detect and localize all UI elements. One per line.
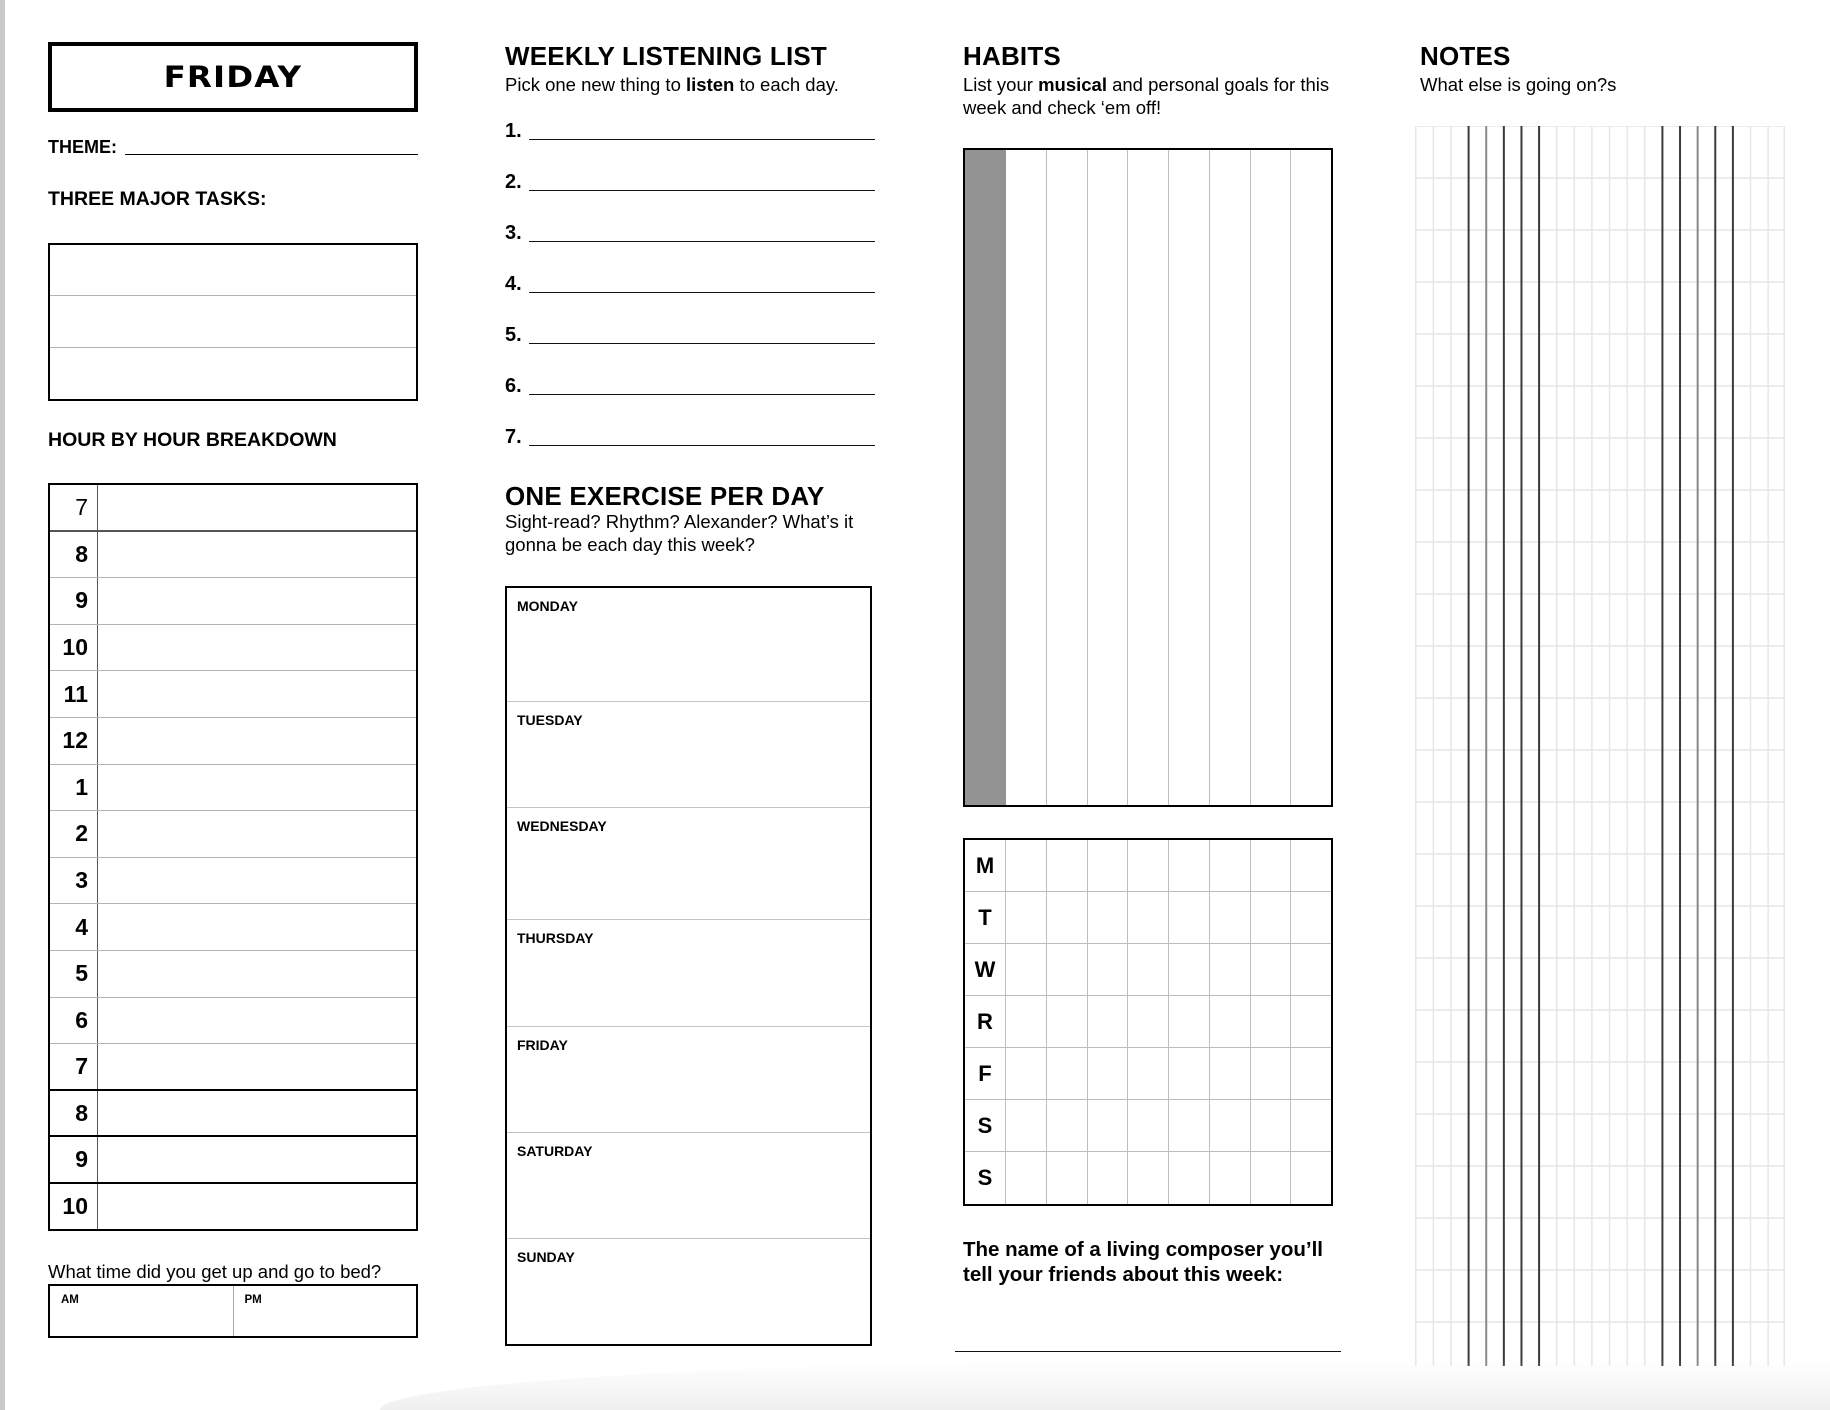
exercise-title: ONE EXERCISE PER DAY [505,481,825,511]
tracker-checkbox[interactable] [1291,996,1331,1047]
listening-item-field[interactable] [529,139,875,140]
exercise-day-row[interactable] [507,588,870,702]
tracker-checkbox[interactable] [1128,1100,1169,1151]
hour-row [50,765,416,812]
tracker-checkbox[interactable] [1006,1100,1047,1151]
tracker-checkbox[interactable] [1088,996,1129,1047]
tracker-checkbox[interactable] [1210,1048,1251,1099]
listening-item-field[interactable] [529,190,875,191]
hour-label: 7 [50,1044,98,1089]
listening-subtitle-bold: listen [686,74,735,95]
listening-subtitle [505,73,839,96]
tracker-checkbox[interactable] [1128,944,1169,995]
hours-label: HOUR BY HOUR BREAKDOWN [48,429,337,451]
habit-name-field[interactable] [1047,150,1088,805]
habit-name-field[interactable] [1006,150,1047,805]
hour-label: 10 [50,1184,98,1229]
exercise-day-row[interactable] [507,808,870,920]
tracker-checkbox[interactable] [1006,1152,1047,1204]
tracker-checkbox[interactable] [1251,996,1292,1047]
tracker-checkbox[interactable] [1006,1048,1047,1099]
theme-field[interactable] [125,154,418,155]
hour-entry-field[interactable] [98,998,416,1044]
hour-entry-field[interactable] [98,485,416,530]
hour-entry-field[interactable] [98,1184,416,1229]
exercise-day-label: WEDNESDAY [517,818,607,834]
exercise-day-row[interactable] [507,1027,870,1133]
tracker-checkbox[interactable] [1210,840,1251,891]
tasks-label: THREE MAJOR TASKS: [48,188,267,210]
hour-label: 7 [50,485,98,530]
tracker-checkbox[interactable] [1047,892,1088,943]
hour-label: 5 [50,951,98,997]
exercise-box [505,586,872,1346]
tracker-checkbox[interactable] [1210,996,1251,1047]
hour-row [50,858,416,905]
listening-item [505,113,875,143]
tracker-checkbox[interactable] [1291,1152,1331,1204]
hour-label: 6 [50,998,98,1044]
tracker-checkbox[interactable] [1291,892,1331,943]
tracker-checkbox[interactable] [1128,840,1169,891]
habit-name-field[interactable] [1291,150,1331,805]
hour-entry-field[interactable] [98,811,416,857]
tracker-day-label: F [965,1048,1006,1099]
habit-name-field[interactable] [1251,150,1292,805]
tracker-checkbox[interactable] [1088,892,1129,943]
listening-item [505,368,875,398]
hour-entry-field[interactable] [98,578,416,624]
hour-label: 2 [50,811,98,857]
exercise-subtitle: Sight-read? Rhythm? Alexander? What’s it gonna be each day this week? [505,511,854,555]
tracker-checkbox[interactable] [1251,1152,1292,1204]
exercise-day-row[interactable] [507,920,870,1027]
tracker-checkbox[interactable] [1291,1048,1331,1099]
notes-staff-grid[interactable] [1415,126,1785,1366]
hour-entry-field[interactable] [98,718,416,764]
hour-entry-field[interactable] [98,671,416,717]
listening-item-number: 2. [505,171,522,193]
listening-subtitle-post: to each day. [734,74,839,95]
hour-row [50,904,416,951]
hour-entry-field[interactable] [98,765,416,811]
tracker-checkbox[interactable] [1006,996,1047,1047]
exercise-day-label: MONDAY [517,598,578,614]
am-field[interactable] [50,1286,234,1336]
tracker-checkbox[interactable] [1128,1152,1169,1204]
notes-subtitle: What else is going on?s [1420,74,1617,95]
habits-title: HABITS [963,41,1061,71]
tracker-checkbox[interactable] [1047,944,1088,995]
listening-item-field[interactable] [529,292,875,293]
listening-title: WEEKLY LISTENING LIST [505,41,828,71]
pm-field[interactable] [234,1286,417,1336]
exercise-day-label: TUESDAY [517,712,583,728]
tracker-checkbox[interactable] [1088,1100,1129,1151]
hour-row [50,811,416,858]
hour-label: 1 [50,765,98,811]
tracker-checkbox[interactable] [1006,892,1047,943]
tracker-checkbox[interactable] [1210,1152,1251,1204]
tracker-checkbox[interactable] [1088,840,1129,891]
hour-row [50,485,416,532]
hour-entry-field[interactable] [98,858,416,904]
habits-subtitle-bold: musical [1038,74,1107,95]
tracker-row [965,892,1331,944]
habits-subtitle-post: and personal goals for this week and check ‘em off! [963,74,1330,118]
tracker-checkbox[interactable] [1128,1048,1169,1099]
listening-item [505,164,875,194]
hour-row [50,1137,416,1184]
habit-name-field[interactable] [1169,150,1210,805]
theme-label: THEME: [48,137,117,157]
tracker-checkbox[interactable] [1047,1048,1088,1099]
tracker-checkbox[interactable] [1047,1100,1088,1151]
tracker-day-label: T [965,892,1006,943]
hour-label: 11 [50,671,98,717]
tracker-row [965,1152,1331,1204]
task-field[interactable] [50,296,416,347]
tracker-checkbox[interactable] [1291,840,1331,891]
tasks-box [48,243,418,401]
habits-subtitle-pre: List your [963,74,1039,95]
sleep-question: What time did you get up and go to bed? [48,1261,382,1282]
tracker-checkbox[interactable] [1251,1100,1292,1151]
pm-label: PM [244,1294,262,1306]
hour-label: 9 [50,578,98,624]
tracker-checkbox[interactable] [1169,944,1210,995]
tracker-row [965,944,1331,996]
hour-label: 10 [50,625,98,671]
exercise-day-row[interactable] [507,1133,870,1239]
tracker-day-label: S [965,1152,1006,1204]
habit-name-field[interactable] [1128,150,1169,805]
composer-field[interactable] [955,1351,1341,1352]
tracker-checkbox[interactable] [1088,1152,1129,1204]
exercise-day-label: SATURDAY [517,1143,593,1159]
tracker-checkbox[interactable] [1088,944,1129,995]
habit-tracker-grid [963,838,1333,1206]
tracker-checkbox[interactable] [1169,1048,1210,1099]
hour-row [50,1091,416,1138]
hour-row [50,998,416,1045]
task-field[interactable] [50,348,416,399]
hour-row [50,625,416,672]
habits-header-column [965,150,1006,805]
tracker-day-label: W [965,944,1006,995]
hour-row [50,1184,416,1231]
habits-list-box [963,148,1333,807]
day-title: FRIDAY [163,60,303,94]
tracker-checkbox[interactable] [1169,840,1210,891]
am-label: AM [61,1294,79,1306]
listening-item-number: 4. [505,273,522,295]
sleep-box [48,1284,418,1338]
hour-entry-field[interactable] [98,1137,416,1182]
tracker-row [965,996,1331,1048]
tracker-row [965,1048,1331,1100]
tracker-checkbox[interactable] [1169,1152,1210,1204]
hour-entry-field[interactable] [98,904,416,950]
tracker-checkbox[interactable] [1088,1048,1129,1099]
tracker-checkbox[interactable] [1251,892,1292,943]
hour-entry-field[interactable] [98,1044,416,1089]
listening-item-number: 1. [505,120,522,142]
listening-item [505,215,875,245]
day-title-box [48,42,418,112]
habit-name-field[interactable] [1210,150,1251,805]
hour-entry-field[interactable] [98,625,416,671]
tracker-checkbox[interactable] [1251,840,1292,891]
tracker-day-label: S [965,1100,1006,1151]
task-field[interactable] [50,245,416,296]
tracker-checkbox[interactable] [1047,840,1088,891]
habits-subtitle [963,73,1353,119]
exercise-day-row[interactable] [507,1239,870,1344]
listening-subtitle-pre: Pick one new thing to [505,74,686,95]
hour-row [50,718,416,765]
habit-name-field[interactable] [1088,150,1129,805]
exercise-day-row[interactable] [507,702,870,808]
tracker-checkbox[interactable] [1128,996,1169,1047]
tracker-day-label: M [965,840,1006,891]
tracker-checkbox[interactable] [1047,1152,1088,1204]
composer-prompt: The name of a living composer you’ll tell your friends about this week: [963,1238,1323,1286]
hour-row [50,951,416,998]
hour-row [50,1044,416,1091]
tracker-checkbox[interactable] [1251,1048,1292,1099]
exercise-day-label: THURSDAY [517,930,594,946]
hour-label: 4 [50,904,98,950]
exercise-day-label: SUNDAY [517,1249,575,1265]
hour-row [50,532,416,579]
listening-item [505,266,875,296]
exercise-day-label: FRIDAY [517,1037,568,1053]
tracker-checkbox[interactable] [1291,1100,1331,1151]
listening-item [505,419,875,449]
hour-entry-field[interactable] [98,1091,416,1136]
listening-item [505,317,875,347]
hour-entry-field[interactable] [98,951,416,997]
tracker-checkbox[interactable] [1251,944,1292,995]
hour-label: 12 [50,718,98,764]
listening-item-field[interactable] [529,343,875,344]
listening-item-number: 5. [505,324,522,346]
tracker-checkbox[interactable] [1210,944,1251,995]
tracker-checkbox[interactable] [1128,892,1169,943]
listening-item-number: 3. [505,222,522,244]
hour-label: 8 [50,532,98,578]
hour-row [50,671,416,718]
hour-table [48,483,418,1231]
listening-item-field[interactable] [529,445,875,446]
hour-entry-field[interactable] [98,532,416,578]
page-curl-shadow [380,1360,1830,1410]
notes-title: NOTES [1420,41,1511,71]
page-edge [0,0,5,1410]
tracker-checkbox[interactable] [1210,892,1251,943]
hour-label: 9 [50,1137,98,1182]
tracker-checkbox[interactable] [1210,1100,1251,1151]
tracker-row [965,1100,1331,1152]
tracker-checkbox[interactable] [1169,1100,1210,1151]
tracker-checkbox[interactable] [1169,892,1210,943]
tracker-checkbox[interactable] [1006,944,1047,995]
hour-label: 8 [50,1091,98,1136]
hour-row [50,578,416,625]
tracker-row [965,840,1331,892]
tracker-day-label: R [965,996,1006,1047]
listening-item-field[interactable] [529,241,875,242]
tracker-checkbox[interactable] [1047,996,1088,1047]
tracker-checkbox[interactable] [1006,840,1047,891]
listening-item-number: 7. [505,426,522,448]
hour-label: 3 [50,858,98,904]
tracker-checkbox[interactable] [1291,944,1331,995]
listening-item-field[interactable] [529,394,875,395]
listening-item-number: 6. [505,375,522,397]
tracker-checkbox[interactable] [1169,996,1210,1047]
